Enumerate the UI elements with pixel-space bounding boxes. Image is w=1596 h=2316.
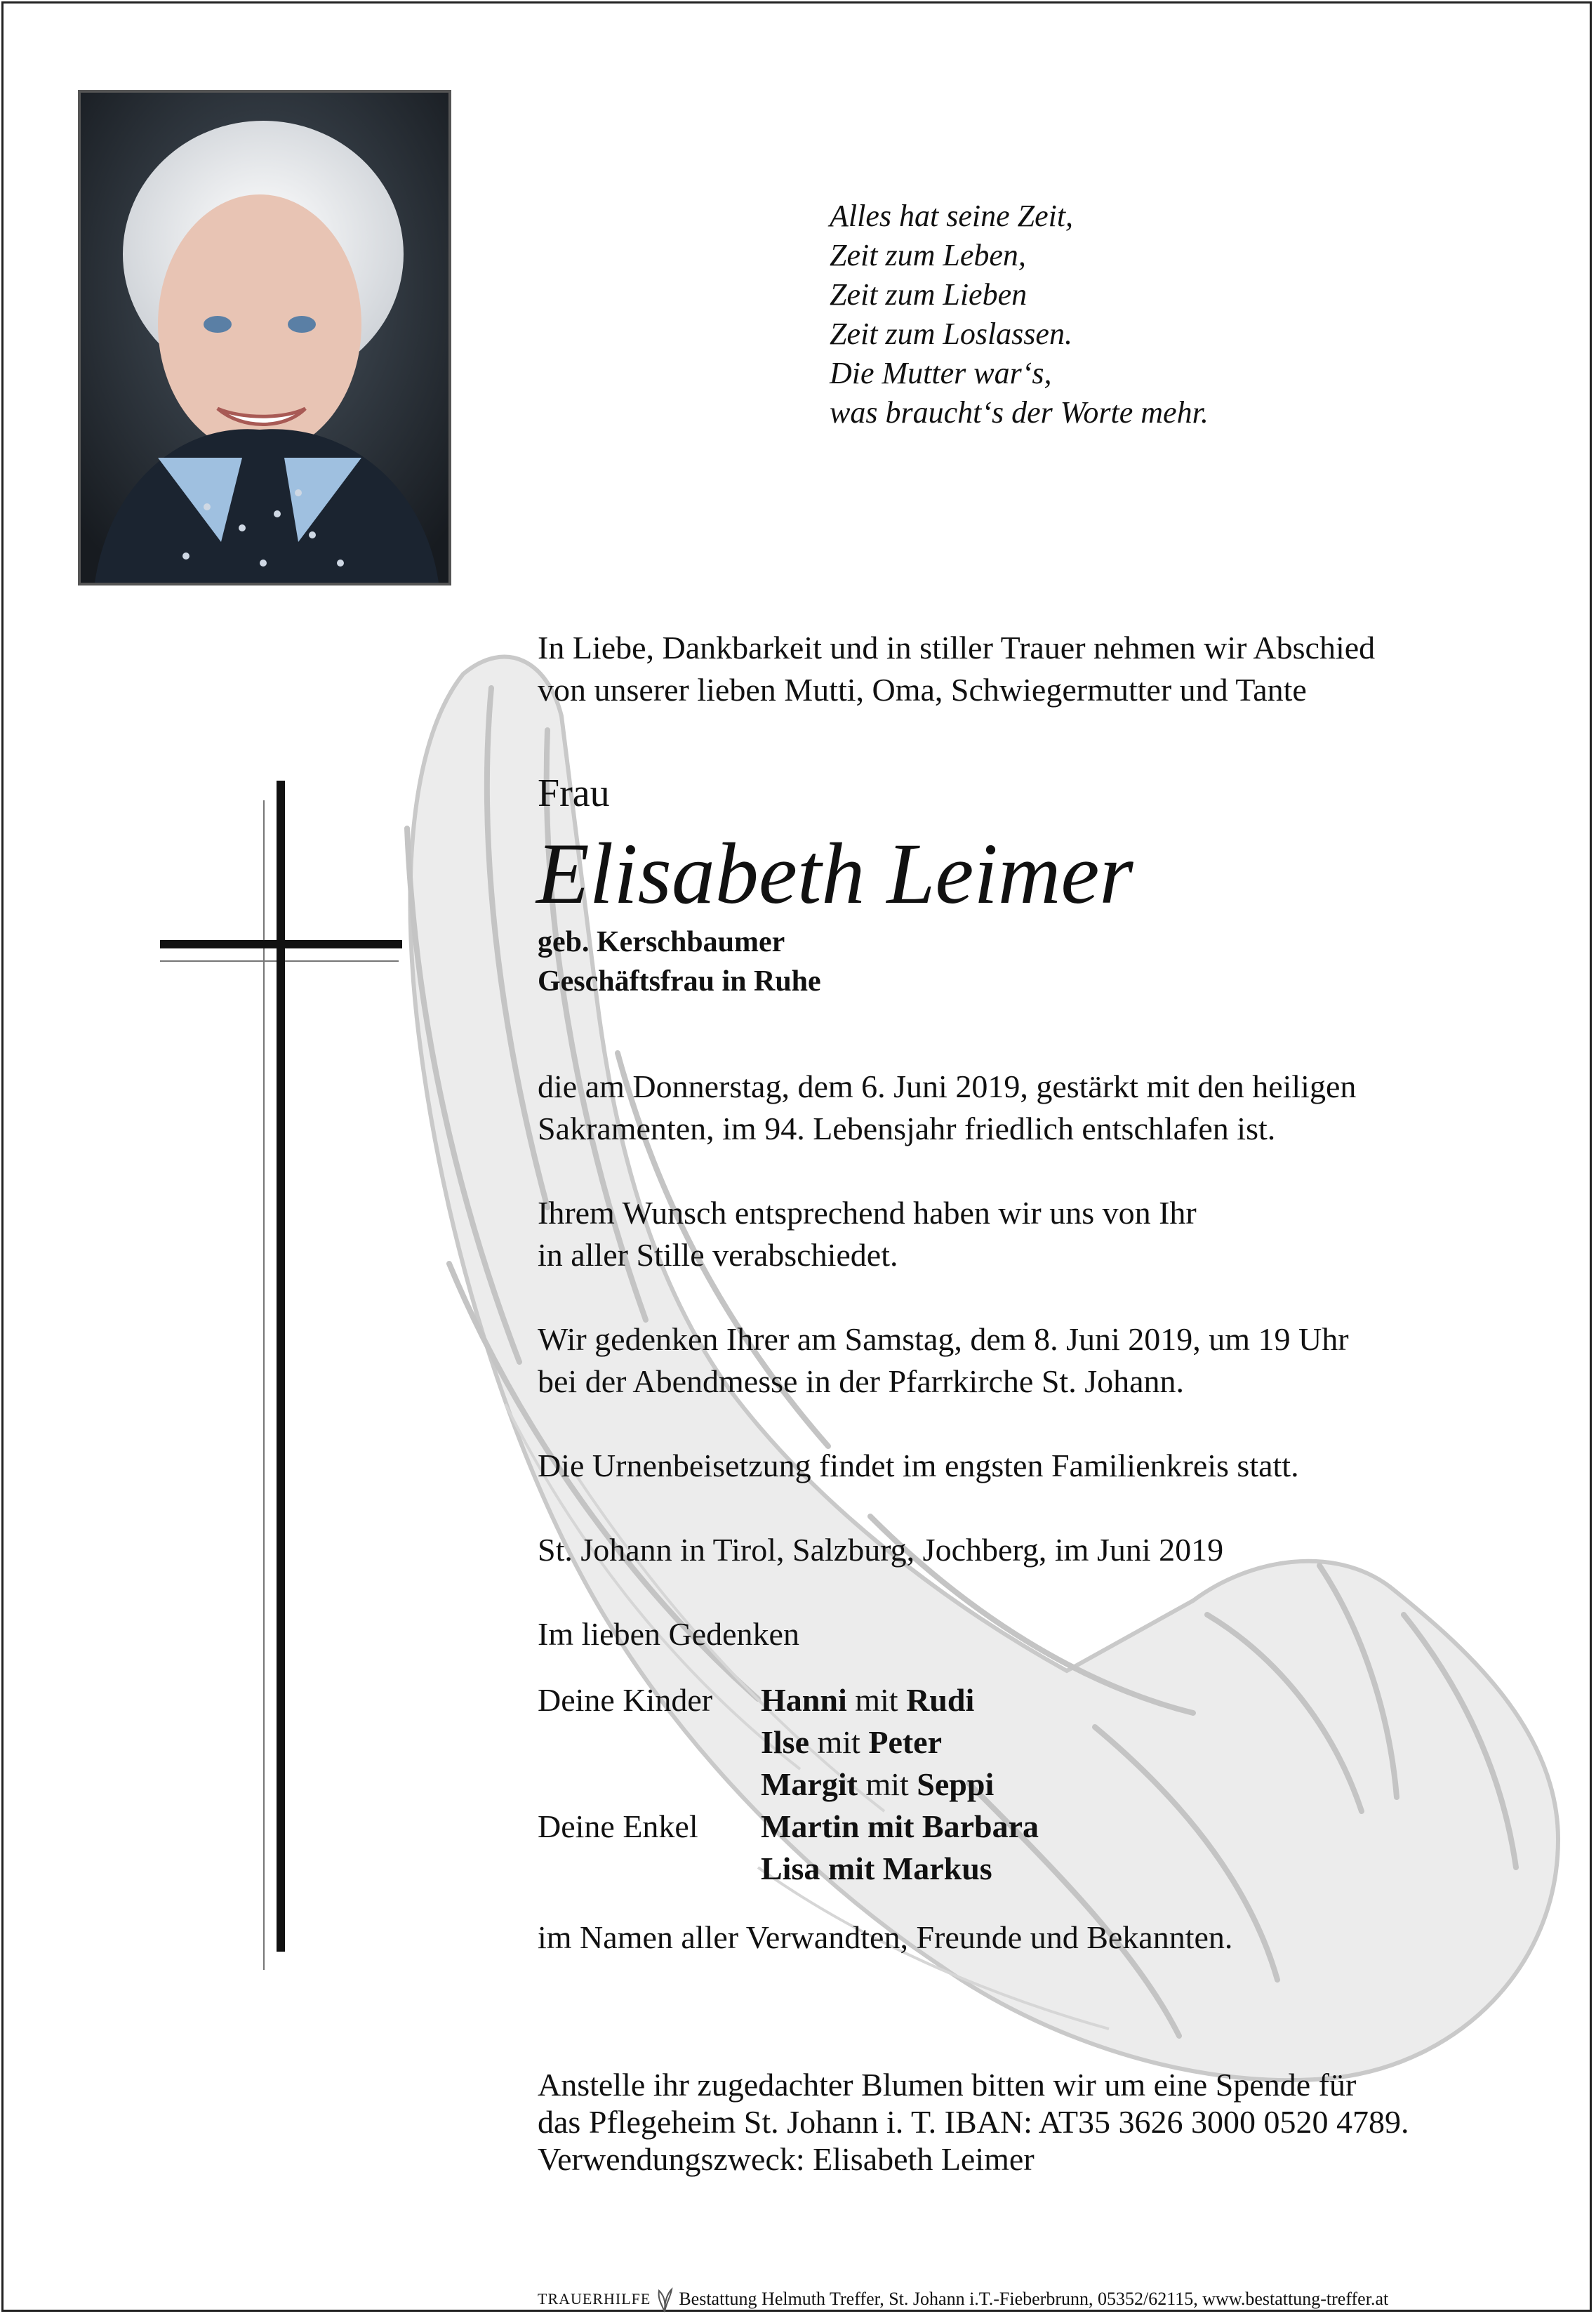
cross-bar	[160, 940, 402, 948]
family-row	[538, 1806, 1039, 1848]
family-row	[538, 1764, 1039, 1806]
closing-line: im Namen aller Verwandten, Freunde und Bekannten.	[538, 1919, 1233, 1955]
memorial-line: bei der Abendmesse in der Pfarrkirche St. Johann.	[538, 1363, 1185, 1399]
donation-line: das Pflegeheim St. Johann i. T. IBAN: AT35 3626 3000 0520 4789.	[538, 2104, 1409, 2140]
footer-brand: TRAUERHILFE	[538, 2290, 651, 2308]
family-row	[538, 1848, 1039, 1890]
death-notice-line: Sakramenten, im 94. Lebensjahr friedlich entschlafen ist.	[538, 1111, 1276, 1146]
wish-line: in aller Stille verabschiedet.	[538, 1237, 898, 1273]
family-row	[538, 1721, 1039, 1764]
donation-line: Verwendungszweck: Elisabeth Leimer	[538, 2141, 1035, 2177]
remembrance: Im lieben Gedenken	[538, 1616, 799, 1652]
poem-line: Alles hat seine Zeit,	[830, 199, 1074, 233]
poem-line: was braucht‘s der Worte mehr.	[830, 395, 1209, 430]
partner-name: Peter	[868, 1724, 943, 1760]
family-list	[538, 1679, 1039, 1890]
family-row	[538, 1679, 1039, 1721]
cross-shadow-vertical	[263, 800, 265, 1970]
maiden-name: geb. Kerschbaumer	[538, 926, 785, 958]
salutation: Frau	[538, 772, 610, 815]
connector: mit	[855, 1682, 898, 1718]
child-name: Hanni	[761, 1682, 847, 1718]
grandchild-entry: Lisa mit Markus	[761, 1851, 992, 1886]
place-date: St. Johann in Tirol, Salzburg, Jochberg, im Juni 2019	[538, 1532, 1224, 1568]
child-name: Ilse	[761, 1724, 809, 1760]
urn-notice: Die Urnenbeisetzung findet im engsten Familienkreis statt.	[538, 1448, 1299, 1483]
portrait-photo	[78, 90, 451, 585]
intro-line: von unserer lieben Mutti, Oma, Schwiegermutter und Tante	[538, 672, 1307, 708]
footer	[538, 2285, 1388, 2313]
footer-text: Bestattung Helmuth Treffer, St. Johann i.T.-Fieberbrunn, 05352/62115, www.bestattung-treffer.at	[679, 2289, 1389, 2309]
death-notice-line: die am Donnerstag, dem 6. Juni 2019, gestärkt mit den heiligen	[538, 1068, 1357, 1104]
partner-name: Rudi	[906, 1682, 975, 1718]
child-name: Margit	[761, 1766, 858, 1802]
partner-name: Seppi	[917, 1766, 995, 1802]
memorial-line: Wir gedenken Ihrer am Samstag, dem 8. Juni 2019, um 19 Uhr	[538, 1321, 1349, 1357]
poem-line: Die Mutter war‘s,	[830, 356, 1052, 390]
poem-line: Zeit zum Lieben	[830, 277, 1028, 312]
occupation: Geschäftsfrau in Ruhe	[538, 965, 821, 998]
deceased-name: Elisabeth Leimer	[536, 826, 1133, 922]
poem-line: Zeit zum Loslassen.	[830, 317, 1072, 351]
cross-icon	[277, 781, 285, 1952]
wish-line: Ihrem Wunsch entsprechend haben wir uns von Ihr	[538, 1195, 1197, 1231]
donation-line: Anstelle ihr zugedachter Blumen bitten wir um eine Spende für	[538, 2067, 1357, 2103]
connector: mit	[865, 1766, 909, 1802]
grandchild-entry: Martin mit Barbara	[761, 1808, 1039, 1844]
grandchildren-label: Deine Enkel	[538, 1808, 698, 1844]
portrait-image	[81, 93, 448, 583]
children-label: Deine Kinder	[538, 1682, 713, 1718]
connector: mit	[817, 1724, 860, 1760]
intro-line: In Liebe, Dankbarkeit und in stiller Trauer nehmen wir Abschied	[538, 630, 1376, 666]
poem-line: Zeit zum Leben,	[830, 238, 1026, 272]
poem	[830, 197, 1209, 432]
leaf-icon	[655, 2285, 674, 2313]
